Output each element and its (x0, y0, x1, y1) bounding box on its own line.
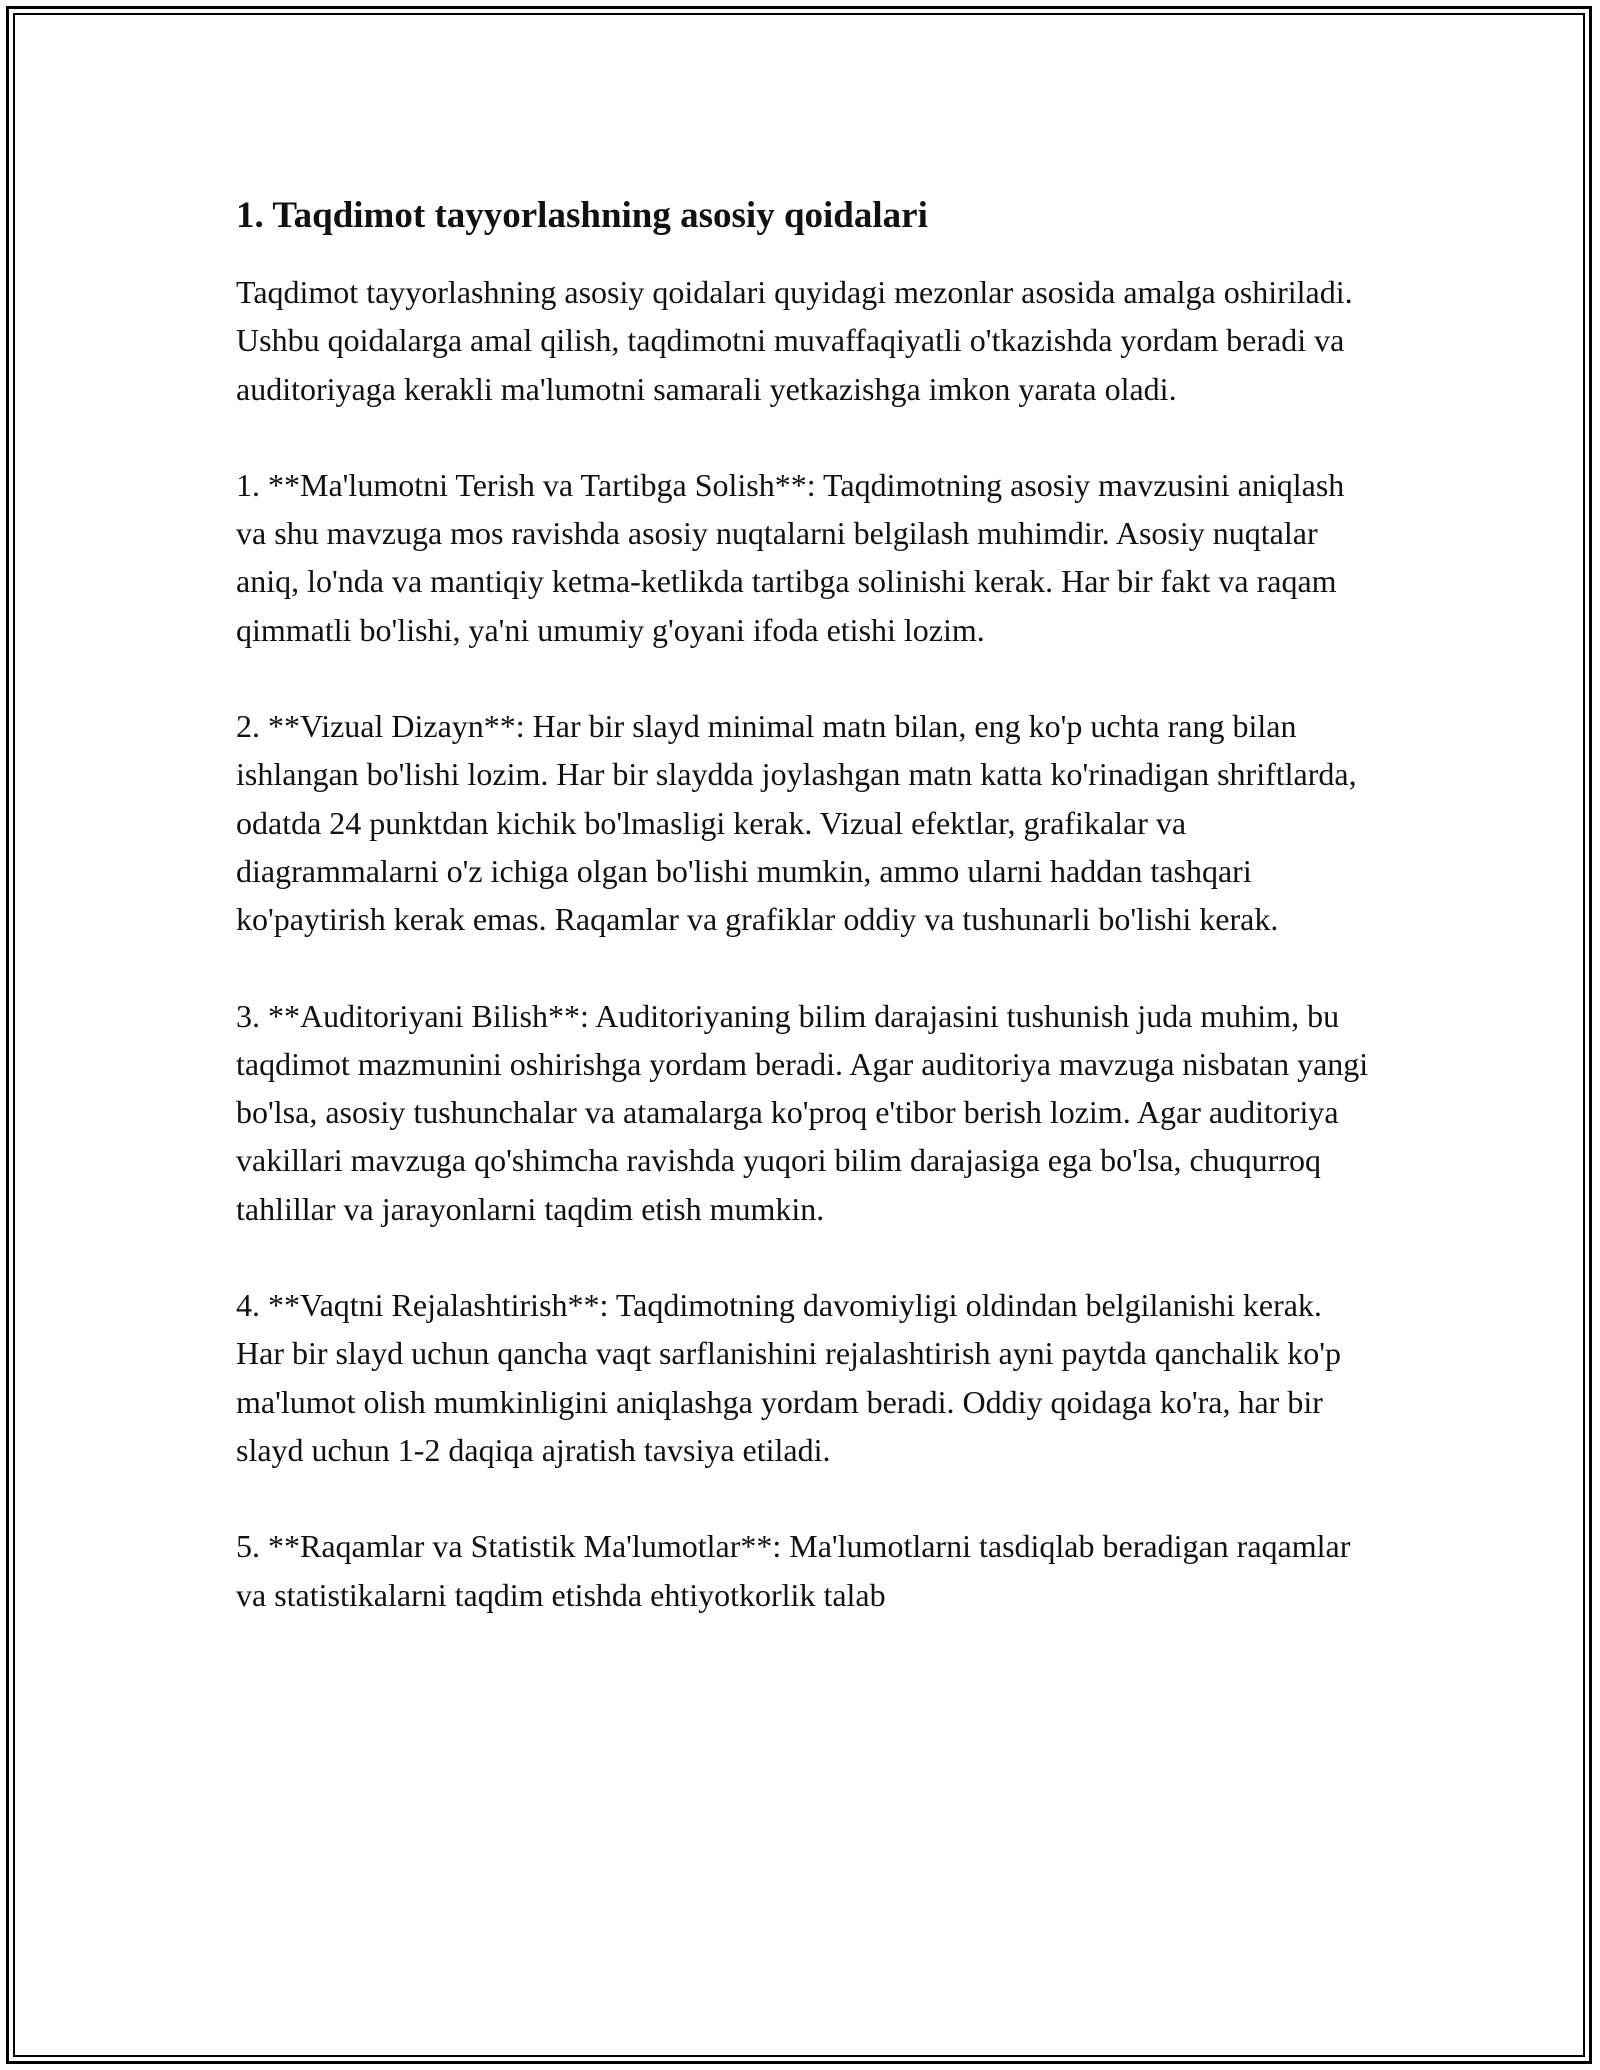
paragraph-item-3: 3. **Auditoriyani Bilish**: Auditoriyaning bilim darajasini tushunish juda muhim, bu taqdimot mazmunini oshirishga yordam beradi. Agar auditoriya mavzuga nisbatan yangi bo'lsa, asosiy tushunchalar va atamalarga ko'proq e'tibor berish lozim. Agar auditoriya vakillari mavzuga qo'shimcha ravishda yuqori bilim darajasiga ega bo'lsa, chuqurroq tahlillar va jarayonlarni taqdim etish mumkin. (236, 997, 1369, 1227)
document-title: 1. Taqdimot tayyorlashning asosiy qoidalari (236, 195, 928, 236)
intro-paragraph: Taqdimot tayyorlashning asosiy qoidalari quyidagi mezonlar asosida amalga oshiriladi. Ushbu qoidalarga amal qilish, taqdimotni muvaffaqiyatli o'tkazishda yordam beradi va auditoriyaga kerakli ma'lumotni samarali yetkazishga imkon yarata oladi. (236, 274, 1353, 407)
paragraph-item-2: 2. **Vizual Dizayn**: Har bir slayd minimal matn bilan, eng ko'p uchta rang bilan ishlangan bo'lishi lozim. Har bir slaydda joylashgan matn katta ko'rinadigan shriftlarda, odatda 24 punktdan kichik bo'lmasligi kerak. Vizual efektlar, grafikalar va diagrammalarni o'z ichiga olgan bo'lishi mumkin, ammo ularni haddan tashqari ko'paytirish kerak emas. Raqamlar va grafiklar oddiy va tushunarli bo'lishi kerak. (236, 708, 1357, 938)
paragraph-item-5: 5. **Raqamlar va Statistik Ma'lumotlar**: Ma'lumotlarni tasdiqlab beradigan raqamlar va statistikalarni taqdim etishda ehtiyotkorlik talab (236, 1528, 1351, 1613)
document-body (236, 188, 1371, 1667)
paragraph-item-1: 1. **Ma'lumotni Terish va Tartibga Solish**: Taqdimotning asosiy mavzusini aniqlash va shu mavzuga mos ravishda asosiy nuqtalarni belgilash muhimdir. Asosiy nuqtalar aniq, lo'nda va mantiqiy ketma-ketlikda tartibga solinishi kerak. Har bir fakt va raqam qimmatli bo'lishi, ya'ni umumiy g'oyani ifoda etishi lozim. (236, 466, 1345, 648)
paragraph-item-4: 4. **Vaqtni Rejalashtirish**: Taqdimotning davomiyligi oldindan belgilanishi kerak. Har bir slayd uchun qancha vaqt sarflanishini rejalashtirish ayni paytda qanchalik ko'p ma'lumot olish mumkinligini aniqlashga yordam beradi. Oddiy qoidaga ko'ra, har bir slayd uchun 1-2 daqiqa ajratish tavsiya etiladi. (236, 1287, 1341, 1468)
